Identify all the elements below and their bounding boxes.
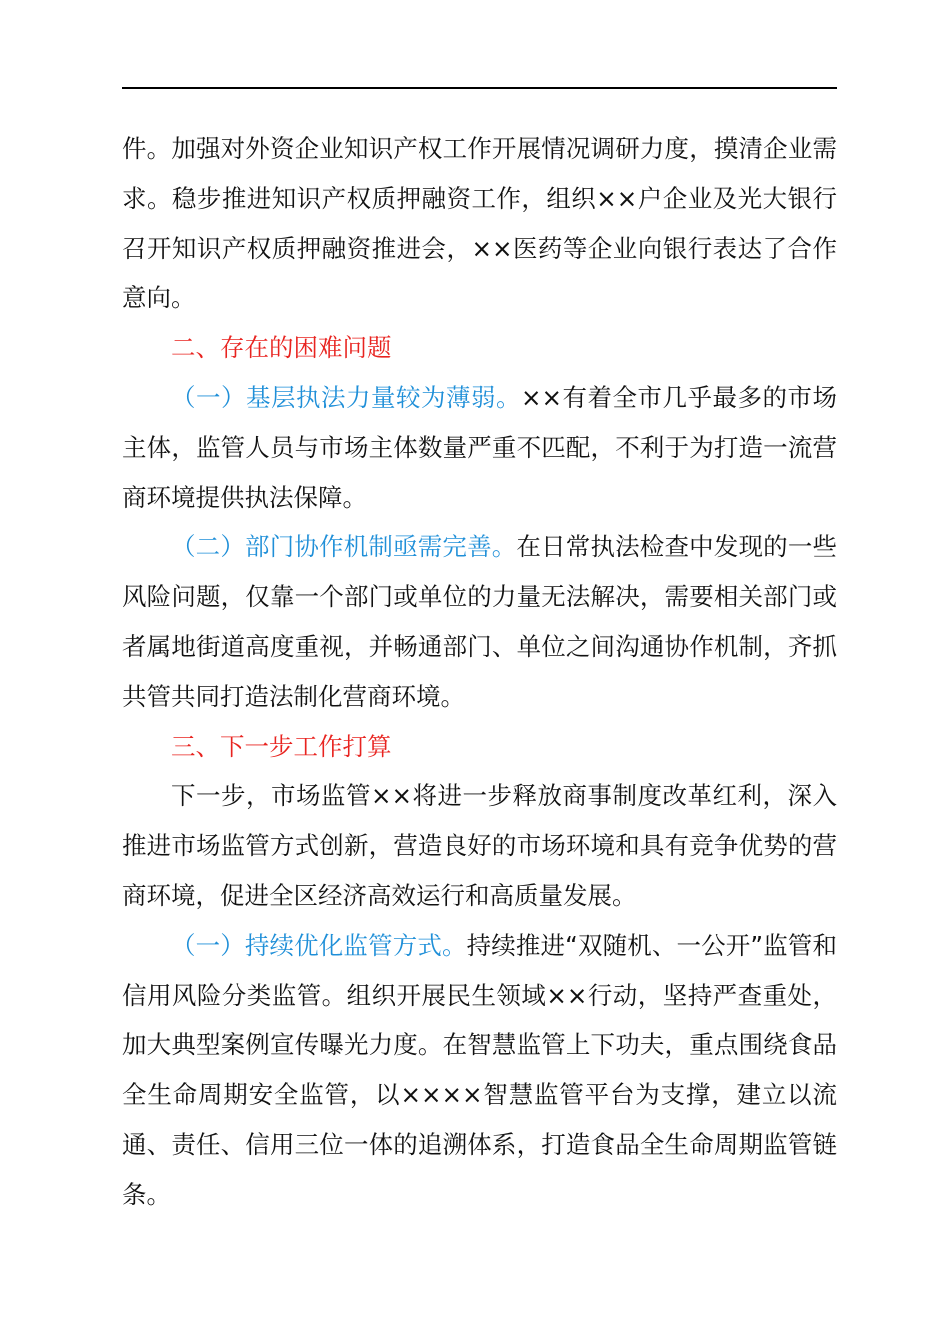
section-heading-next-steps (122, 722, 837, 772)
subsection-title: （一）持续优化监管方式。 (171, 930, 467, 960)
subsection-cooperation (122, 522, 837, 721)
subsection-body: 在日常执法检查中发现的一些风险问题，仅靠一个部门或单位的力量无法解决，需要相关部门或者属地街道高度重视，并畅通部门、单位之间沟通协作机制，齐抓共管共同打造法制化营商环境。 (122, 532, 837, 711)
section-heading-text: 二、存在的困难问题 (171, 333, 392, 363)
subsection-title: （二）部门协作机制亟需完善。 (171, 532, 517, 562)
subsection-optimize-supervision (122, 921, 837, 1220)
paragraph-next-steps (122, 771, 837, 920)
paragraph-continuation (122, 124, 837, 323)
paragraph-text: 件。加强对外资企业知识产权工作开展情况调研力度，摸清企业需求。稳步推进知识产权质押融资工作，组织××户企业及光大银行召开知识产权质押融资推进会，××医药等企业向银行表达了合作意向。 (122, 134, 837, 313)
subsection-body: ××有着全市几乎最多的市场主体，监管人员与市场主体数量严重不匹配，不利于为打造一流营商环境提供执法保障。 (122, 382, 837, 512)
header-rule (122, 87, 837, 89)
subsection-title: （一）基层执法力量较为薄弱。 (171, 382, 521, 412)
document-body (122, 124, 837, 1220)
section-heading-text: 三、下一步工作打算 (171, 731, 392, 761)
section-heading-difficulties (122, 323, 837, 373)
paragraph-text: 下一步，市场监管××将进一步释放商事制度改革红利，深入推进市场监管方式创新，营造良好的市场环境和具有竞争优势的营商环境，促进全区经济高效运行和高质量发展。 (122, 781, 837, 910)
subsection-enforcement (122, 373, 837, 522)
subsection-body: 持续推进“双随机、一公开”监管和信用风险分类监管。组织开展民生领域××行动，坚持严查重处，加大典型案例宣传曝光力度。在智慧监管上下功夫，重点围绕食品全生命周期安全监管，以××××智慧监管平台为支撑，建立以流通、责任、信用三位一体的追溯体系，打造食品全生命周期监管链条。 (122, 930, 837, 1209)
